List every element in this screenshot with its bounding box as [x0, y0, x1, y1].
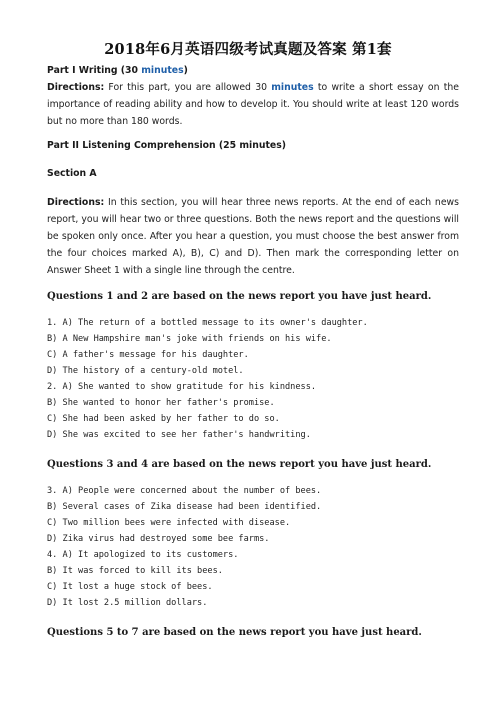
part1-directions — [47, 79, 459, 130]
answer-option: B) It was forced to kill its bees. — [47, 566, 223, 576]
directions-text-b: to write a short essay on the importance of reading ability and how to develop it. You should write at least 120 words but no more than 180 words. — [47, 82, 459, 127]
part2-heading: Part II Listening Comprehension (25 minutes) — [47, 140, 286, 151]
part1-heading-close: ) — [183, 65, 188, 76]
answer-option: D) Zika virus had destroyed some bee farms. — [47, 534, 270, 544]
part1-heading-text: Part I Writing (30 — [47, 65, 142, 76]
answer-option: C) A father's message for his daughter. — [47, 350, 249, 360]
answer-option: C) It lost a huge stock of bees. — [47, 582, 213, 592]
minutes-link-inline[interactable]: minutes — [271, 82, 314, 93]
answer-option: B) Several cases of Zika disease had been identified. — [47, 502, 322, 512]
part2-directions — [47, 194, 459, 279]
directions-label: Directions: — [47, 197, 105, 208]
answer-option: D) The history of a century-old motel. — [47, 366, 244, 376]
directions-text-a: For this part, you are allowed 30 — [104, 82, 272, 93]
answer-option: B) A New Hampshire man's joke with friends on his wife. — [47, 334, 332, 344]
part1-heading — [47, 62, 457, 79]
directions-text: In this section, you will hear three news reports. At the end of each news report, you will hear two or three questions. Both the news report and the questions will be spoken only once. After you hear a question, you must choose the best answer from the four choices marked A), B), C) and D). Then mark the corresponding letter on Answer Sheet 1 with a single line through the centre. — [47, 197, 459, 276]
answer-option: C) Two million bees were infected with disease. — [47, 518, 291, 528]
question-group-heading: Questions 5 to 7 are based on the news report you have just heard. — [47, 627, 422, 638]
answer-option: D) It lost 2.5 million dollars. — [47, 598, 208, 608]
answer-option: 1. A) The return of a bottled message to its owner's daughter. — [47, 318, 368, 328]
answer-option: D) She was excited to see her father's handwriting. — [47, 430, 311, 440]
document-title: 2018年6月英语四级考试真题及答案 第1套 — [104, 41, 392, 58]
minutes-link[interactable]: minutes — [141, 65, 184, 76]
directions-label: Directions: — [47, 82, 105, 93]
question-group-heading: Questions 3 and 4 are based on the news report you have just heard. — [47, 459, 432, 470]
answer-option: 3. A) People were concerned about the number of bees. — [47, 486, 322, 496]
answer-option: 4. A) It apologized to its customers. — [47, 550, 239, 560]
answer-option: 2. A) She wanted to show gratitude for his kindness. — [47, 382, 317, 392]
section-a-heading: Section A — [47, 168, 97, 179]
answer-option: B) She wanted to honor her father's promise. — [47, 398, 275, 408]
answer-option: C) She had been asked by her father to do so. — [47, 414, 280, 424]
question-group-heading: Questions 1 and 2 are based on the news report you have just heard. — [47, 291, 432, 302]
